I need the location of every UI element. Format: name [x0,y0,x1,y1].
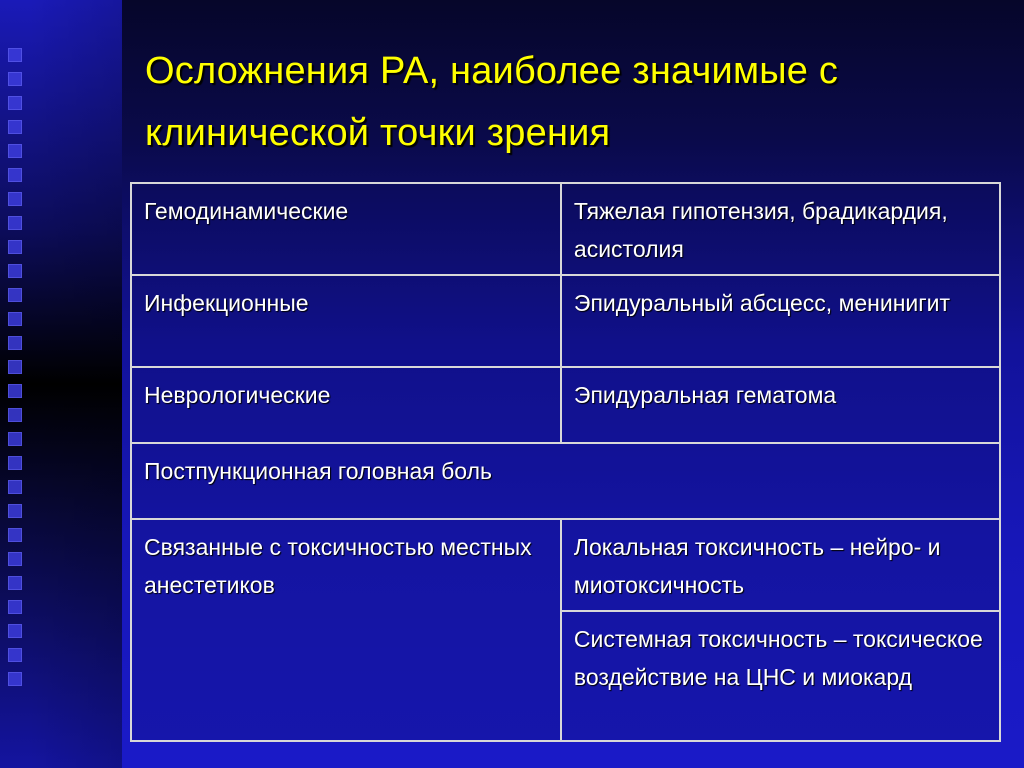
square-decoration [8,600,22,614]
square-decoration [8,552,22,566]
square-decoration [8,528,22,542]
square-decoration [8,336,22,350]
square-decoration [8,480,22,494]
category-cell: Неврологические [131,367,561,443]
square-decoration [8,240,22,254]
square-decoration [8,408,22,422]
square-decoration [8,48,22,62]
detail-cell: Тяжелая гипотензия, брадикардия, асистолия [561,183,1000,275]
square-decoration [8,672,22,686]
square-decoration [8,192,22,206]
table-row [131,519,1000,611]
square-decoration [8,96,22,110]
square-decoration [8,624,22,638]
square-decoration [8,432,22,446]
table-row [131,367,1000,443]
detail-cell: Эпидуральный абсцесс, менинигит [561,275,1000,367]
square-decoration [8,648,22,662]
square-decoration [8,384,22,398]
category-cell: Гемодинамические [131,183,561,275]
square-decoration [8,312,22,326]
square-decoration [8,456,22,470]
square-decoration [8,144,22,158]
category-cell: Связанные с токсичностью местных анестетиков [131,519,561,741]
category-cell-merged: Постпункционная головная боль [131,443,1000,519]
square-decoration [8,504,22,518]
complications-table [130,182,1001,742]
square-decoration [8,72,22,86]
square-decoration [8,576,22,590]
table-row [131,275,1000,367]
slide-title: Осложнения РА, наиболее значимые с клинической точки зрения [145,50,839,154]
category-cell: Инфекционные [131,275,561,367]
square-decoration [8,360,22,374]
square-decoration [8,288,22,302]
table-row [131,183,1000,275]
square-decoration [8,264,22,278]
table-row [131,443,1000,519]
strip-shade [30,0,122,768]
square-decoration [8,216,22,230]
left-decorative-strip [0,0,122,768]
square-decoration [8,120,22,134]
square-decoration [8,168,22,182]
detail-cell: Локальная токсичность – нейро- и миотоксичность [561,519,1000,611]
decorative-squares [8,48,24,748]
detail-cell: Эпидуральная гематома [561,367,1000,443]
detail-cell: Системная токсичность – токсическое воздействие на ЦНС и миокард [561,611,1000,741]
